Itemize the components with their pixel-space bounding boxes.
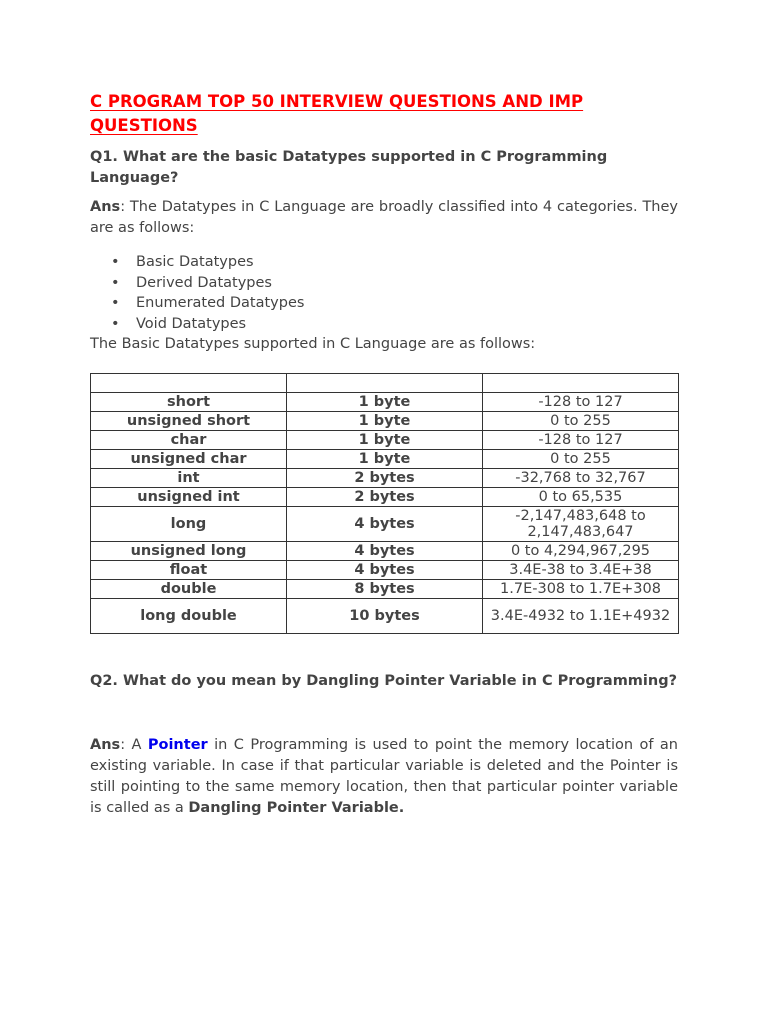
type-name-cell: char (91, 431, 287, 450)
pointer-link[interactable]: Pointer (147, 737, 208, 753)
answer-2-text-middle: in C Programming is used to point the memory location of an existing variable. In case if that particular variable is deleted and the Pointer is still pointing to the same memory location, then that particular pointer variable is called as a (90, 737, 678, 816)
type-range-cell: 3.4E-4932 to 1.1E+4932 (483, 599, 679, 634)
table-row (91, 431, 679, 450)
type-size-cell: 2 bytes (287, 488, 483, 507)
list-item: • Void Datatypes (90, 314, 678, 335)
datatype-table (90, 373, 679, 634)
table-row (91, 561, 679, 580)
question-2: Q2. What do you mean by Dangling Pointer Variable in C Programming? (90, 673, 678, 689)
type-name-cell: unsigned short (91, 412, 287, 431)
type-range-cell: 0 to 65,535 (483, 488, 679, 507)
type-size-cell: 2 bytes (287, 469, 483, 488)
type-name-cell: double (91, 580, 287, 599)
answer-1 (90, 197, 678, 239)
type-range-cell: -128 to 127 (483, 431, 679, 450)
answer-1-label: Ans (90, 199, 121, 215)
type-name-cell: unsigned long (91, 542, 287, 561)
type-range-cell: -2,147,483,648 to 2,147,483,647 (483, 507, 679, 542)
list-item: • Basic Datatypes (90, 252, 678, 273)
table-intro: The Basic Datatypes supported in C Language are as follows: (90, 336, 536, 352)
type-size-cell: 1 byte (287, 412, 483, 431)
type-range-cell: 1.7E-308 to 1.7E+308 (483, 580, 679, 599)
type-size-cell: 4 bytes (287, 542, 483, 561)
type-name-cell: unsigned char (91, 450, 287, 469)
table-row (91, 488, 679, 507)
table-row (91, 542, 679, 561)
type-range-cell: -128 to 127 (483, 393, 679, 412)
type-name-cell: short (91, 393, 287, 412)
type-size-cell: 8 bytes (287, 580, 483, 599)
type-range-cell: 0 to 255 (483, 450, 679, 469)
list-item: • Enumerated Datatypes (90, 293, 678, 314)
type-name-cell: int (91, 469, 287, 488)
bullet-icon: • (111, 295, 120, 311)
bullet-icon: • (111, 315, 120, 332)
type-name-cell: long double (91, 599, 287, 634)
bullet-icon: • (111, 254, 120, 270)
page-title: C PROGRAM TOP 50 INTERVIEW QUESTIONS AND IMP QUESTIONS (90, 92, 584, 135)
list-item: • Derived Datatypes (90, 273, 678, 294)
type-name-cell: float (91, 561, 287, 580)
type-range-cell: -32,768 to 32,767 (483, 469, 679, 488)
table-row (91, 450, 679, 469)
type-name-cell: unsigned int (91, 488, 287, 507)
table-header-cell (287, 374, 483, 393)
table-header-cell (483, 374, 679, 393)
answer-2 (90, 735, 678, 819)
table-header-cell (91, 374, 287, 393)
type-size-cell: 1 byte (287, 393, 483, 412)
table-row (91, 393, 679, 412)
type-size-cell: 1 byte (287, 450, 483, 469)
question-1: Q1. What are the basic Datatypes supported in C Programming Language? (90, 149, 608, 186)
table-row (91, 599, 679, 634)
type-range-cell: 0 to 255 (483, 412, 679, 431)
answer-2-text-end: Dangling Pointer Variable. (188, 800, 405, 816)
answer-1-text: : The Datatypes in C Language are broadly classified into 4 categories. They are as follows: (90, 199, 678, 236)
type-size-cell: 10 bytes (287, 599, 483, 634)
table-row (91, 469, 679, 488)
type-range-cell: 3.4E-38 to 3.4E+38 (483, 561, 679, 580)
type-name-cell: long (91, 507, 287, 542)
table-header-row (91, 374, 679, 393)
type-size-cell: 4 bytes (287, 507, 483, 542)
type-range-cell: 0 to 4,294,967,295 (483, 542, 679, 561)
table-row (91, 412, 679, 431)
answer-2-label: Ans (90, 737, 121, 753)
datatype-category-list (90, 252, 678, 334)
table-row (91, 507, 679, 542)
bullet-icon: • (111, 274, 120, 291)
type-size-cell: 1 byte (287, 431, 483, 450)
answer-2-text-start: : A (120, 737, 148, 753)
document-content (90, 90, 678, 819)
table-row (91, 580, 679, 599)
type-size-cell: 4 bytes (287, 561, 483, 580)
